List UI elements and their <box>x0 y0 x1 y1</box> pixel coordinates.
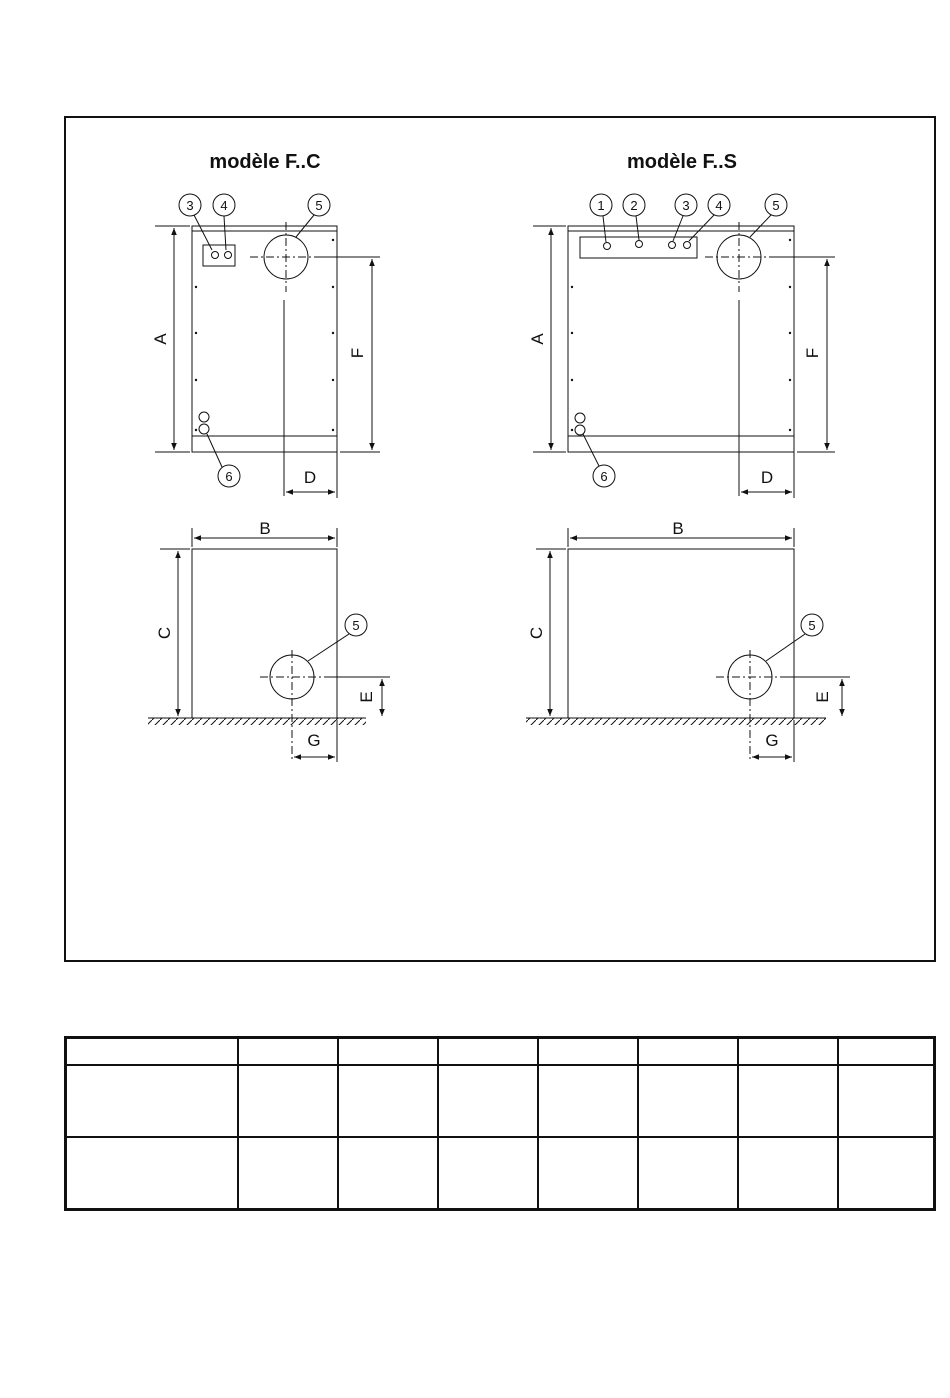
right-model <box>526 151 850 762</box>
table-cell <box>66 1065 239 1137</box>
left-port-3 <box>212 252 219 259</box>
right-callout-2: 2 <box>630 198 638 213</box>
table-cell <box>638 1137 738 1210</box>
right-dim-A: A <box>528 333 547 345</box>
left-callout-6: 6 <box>225 469 233 484</box>
left-dim-B: B <box>259 519 271 538</box>
table-cell <box>338 1137 438 1210</box>
left-model-title: modèle F..C <box>209 151 321 173</box>
table-row <box>66 1065 935 1137</box>
right-model-title: modèle F..S <box>626 151 738 173</box>
right-callout-3: 3 <box>682 198 690 213</box>
right-dim-C: C <box>527 626 546 640</box>
table-cell <box>538 1065 638 1137</box>
left-connector-box <box>203 245 235 266</box>
table-cell <box>738 1065 838 1137</box>
table-cell <box>238 1065 338 1137</box>
left-drain-2 <box>199 424 209 434</box>
right-dim-D: D <box>760 468 774 487</box>
right-front-view <box>533 194 835 498</box>
right-dim-F: F <box>803 347 822 359</box>
table-cell <box>438 1065 538 1137</box>
table-cell <box>838 1065 935 1137</box>
table-header-row <box>66 1038 935 1066</box>
table-row <box>66 1137 935 1210</box>
left-dim-E: E <box>357 691 376 703</box>
left-dim-C: C <box>155 626 174 640</box>
table-cell <box>838 1137 935 1210</box>
table-cell <box>338 1038 438 1066</box>
table-cell <box>538 1137 638 1210</box>
right-side-view <box>526 528 850 762</box>
left-dim-A: A <box>151 333 170 345</box>
left-dim-F: F <box>348 347 367 359</box>
left-side-callout-5: 5 <box>352 618 360 633</box>
left-dim-G: G <box>307 731 321 750</box>
table-cell <box>438 1137 538 1210</box>
left-port-4 <box>225 252 232 259</box>
right-callout-4: 4 <box>715 198 723 213</box>
right-callout-1: 1 <box>597 198 605 213</box>
table-cell <box>738 1137 838 1210</box>
left-side-view <box>148 528 390 762</box>
table-cell <box>338 1065 438 1137</box>
table-cell <box>838 1038 935 1066</box>
left-side-outline <box>192 549 337 718</box>
left-dim-D: D <box>303 468 317 487</box>
left-callout-5: 5 <box>315 198 323 213</box>
left-callout-3: 3 <box>186 198 194 213</box>
table-cell <box>438 1038 538 1066</box>
dimensions-table <box>64 1036 936 1211</box>
table-cell <box>66 1137 239 1210</box>
table-cell <box>538 1038 638 1066</box>
table-cell <box>638 1065 738 1137</box>
left-front-view <box>155 194 380 498</box>
right-boiler-outline <box>568 226 794 452</box>
table-cell <box>238 1137 338 1210</box>
left-callout-4: 4 <box>220 198 228 213</box>
right-side-callout-5: 5 <box>808 618 816 633</box>
left-drain-1 <box>199 412 209 422</box>
right-side-outline <box>568 549 794 718</box>
right-callout-6: 6 <box>600 469 608 484</box>
right-dim-E: E <box>813 691 832 703</box>
right-dim-B: B <box>672 519 684 538</box>
table-cell <box>738 1038 838 1066</box>
table-cell <box>238 1038 338 1066</box>
right-dim-G: G <box>765 731 779 750</box>
table-cell <box>66 1038 239 1066</box>
left-model <box>148 151 390 762</box>
table-cell <box>638 1038 738 1066</box>
right-callout-5: 5 <box>772 198 780 213</box>
